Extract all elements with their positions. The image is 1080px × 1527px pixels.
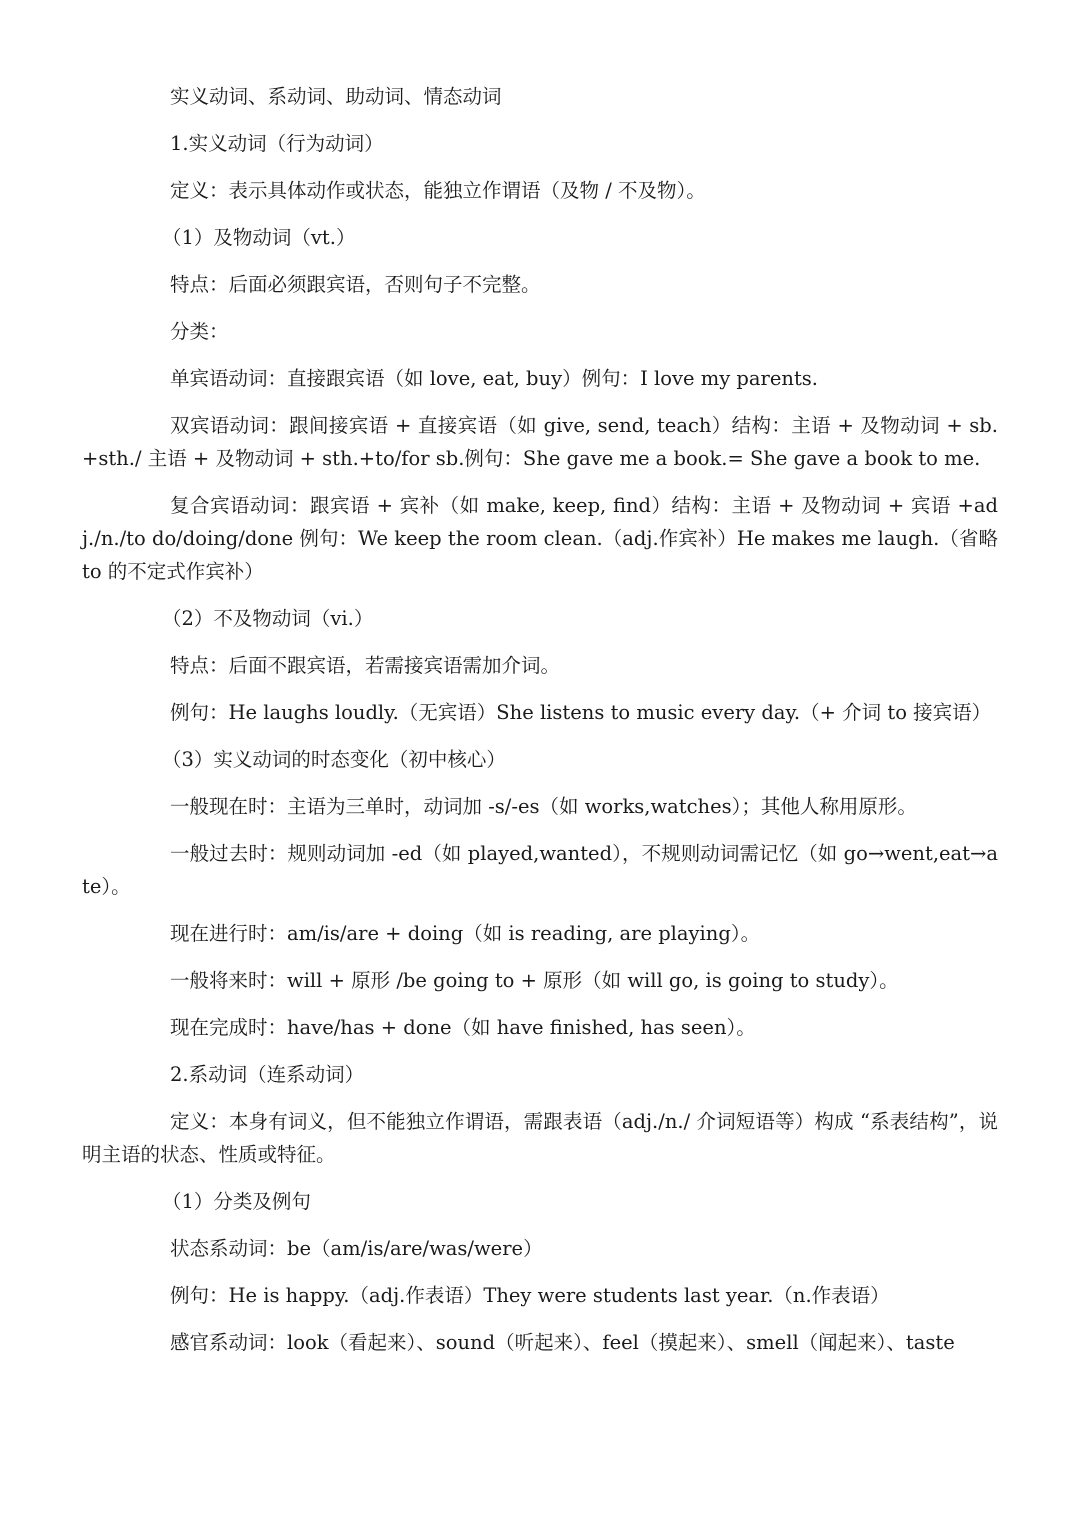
subheading-intransitive: （2）不及物动词（vi.） <box>162 607 374 630</box>
paragraph-present-simple: 一般现在时：主语为三单时，动词加 -s/-es（如 works,watches）；其他人称用原形。 <box>170 795 917 818</box>
paragraph-linking-definition: 定义：本身有词义，但不能独立作谓语，需跟表语（adj./n./ 介词短语等）构成 “系表结构”，说明主语的状态、性质或特征。 <box>82 1110 998 1166</box>
subheading-linking-classification: （1）分类及例句 <box>162 1190 311 1213</box>
paragraph-feature: 特点：后面必须跟宾语，否则句子不完整。 <box>170 273 541 296</box>
paragraph-classification: 分类： <box>170 320 229 343</box>
subheading-transitive: （1）及物动词（vt.） <box>162 226 356 249</box>
paragraph-past-simple: 一般过去时：规则动词加 -ed（如 played,wanted），不规则动词需记忆（如 go→went,eat→ate）。 <box>82 842 998 898</box>
paragraph-present-perfect: 现在完成时：have/has + done（如 have finished, has seen）。 <box>170 1016 756 1039</box>
paragraph-sense-linking: 感官系动词：look（看起来）、sound（听起来）、feel（摸起来）、smell（闻起来）、taste <box>170 1331 955 1354</box>
paragraph-double-object: 双宾语动词：跟间接宾语 + 直接宾语（如 give, send, teach）结构：主语 + 及物动词 + sb.+sth./ 主语 + 及物动词 + sth.+to/for sb.例句：She gave me a book.= She gave a book to me. <box>82 414 998 470</box>
section-heading-content-verbs: 1.实义动词（行为动词） <box>170 132 384 155</box>
paragraph-present-continuous: 现在进行时：am/is/are + doing（如 is reading, are playing）。 <box>170 922 761 945</box>
paragraph-intransitive-example: 例句：He laughs loudly.（无宾语）She listens to music every day.（+ 介词 to 接宾语） <box>170 701 992 724</box>
paragraph-state-linking-example: 例句：He is happy.（adj.作表语）They were students last year.（n.作表语） <box>170 1284 890 1307</box>
subheading-tenses: （3）实义动词的时态变化（初中核心） <box>162 748 506 771</box>
section-heading-linking-verbs: 2.系动词（连系动词） <box>170 1063 365 1086</box>
doc-title: 实义动词、系动词、助动词、情态动词 <box>170 85 502 108</box>
document-page <box>82 80 998 1373</box>
paragraph-state-linking: 状态系动词：be（am/is/are/was/were） <box>170 1237 543 1260</box>
paragraph-definition: 定义：表示具体动作或状态，能独立作谓语（及物 / 不及物）。 <box>170 179 706 202</box>
paragraph-future-simple: 一般将来时：will + 原形 /be going to + 原形（如 will go, is going to study）。 <box>170 969 899 992</box>
paragraph-single-object: 单宾语动词：直接跟宾语（如 love, eat, buy）例句：I love my parents. <box>170 367 818 390</box>
paragraph-complex-object: 复合宾语动词：跟宾语 + 宾补（如 make, keep, find）结构：主语 + 及物动词 + 宾语 +adj./n./to do/doing/done 例句：We keep the room clean.（adj.作宾补）He makes me laugh.（省略 to 的不定式作宾补） <box>82 494 998 583</box>
paragraph-intransitive-feature: 特点：后面不跟宾语，若需接宾语需加介词。 <box>170 654 561 677</box>
